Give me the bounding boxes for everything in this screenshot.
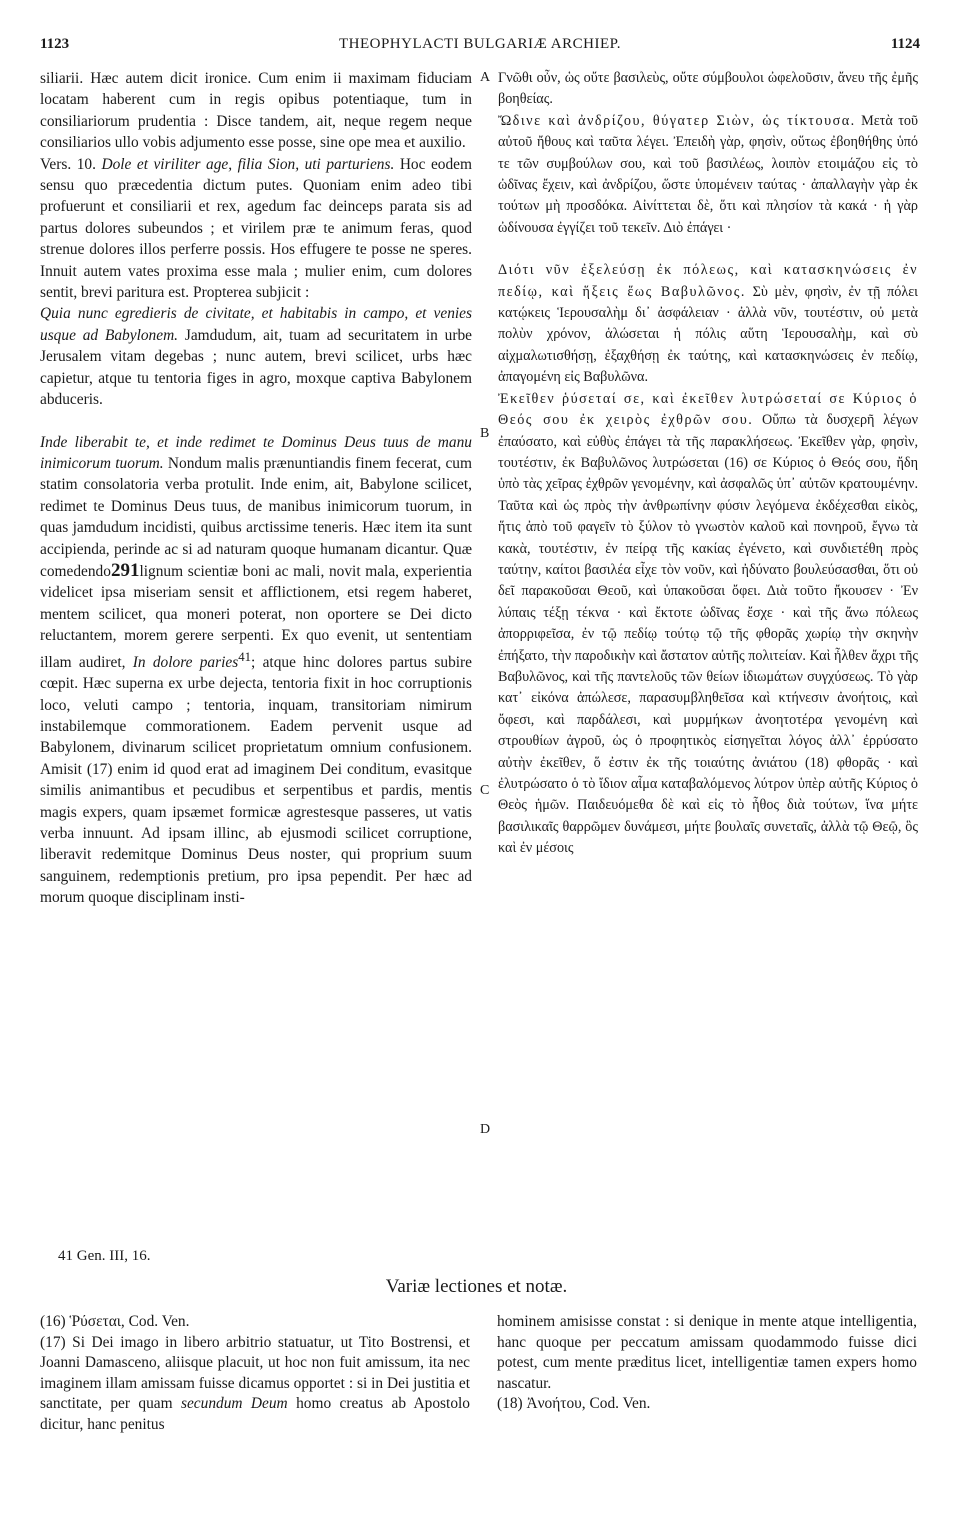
margin-letter-d: D bbox=[480, 1122, 491, 1137]
greek-lemma: Διότι νῦν ἐξελεύσῃ ἐκ πόλεως, καὶ κατασκηνώσεις ἐν πεδίῳ, καὶ ἥξεις ἕως Βαβυλῶνος. bbox=[498, 262, 918, 300]
note-18: (18) Ἀνοήτου, Cod. Ven. bbox=[497, 1395, 651, 1413]
note-text: homo creatus ab Apostolo dicitur, hanc penitus bbox=[40, 1395, 470, 1433]
greek-paragraph bbox=[498, 260, 918, 388]
note-17 bbox=[40, 1333, 470, 1436]
page-number-right: 1124 bbox=[890, 36, 920, 52]
margin-letter-b: B bbox=[480, 426, 490, 441]
latin-text: Hoc eodem sensu quo præcedentia dictum putes. Quoniam enim adeo tibi profuerunt et consiliarii et rex, agedum fac deinceps parata sis ad partus dolores subeundos ; et virilem præ te animum feras, quod strenue dolores illos perferre possis. Hos effugere te posse ne speres. Innuit autem vates proxima esse mala ; mulier enim, cum dolores sentit, brevi paritura est. Propterea subjicit : bbox=[40, 155, 472, 302]
greek-paragraph bbox=[498, 111, 918, 239]
latin-text: lignum scientiæ boni ac mali, novit mala, experientia videlicet ipsa miseriam sensit et afflictionem, etsi regem haberet, mentem scilicet, qua moneri poterat, non oportere se Dei dicto reluctantem, morem gerere serpenti. Ex quo evenit, ut sententiam illam audiret, bbox=[40, 562, 472, 671]
latin-text: Nondum malis prænuntiandis finem fecerat, cum statim consolatoria verba protulit. Inde enim, ait, Babylone scilicet, redimet te Dominus Deus tuus, de manibus inimicorum tuorum, in quas jamdudum incidisti, quibus arctissime teneris. Hæc item ita sunt accipienda, perinde ac si ad naturam quoque humanam dicantur. Quæ comedendo bbox=[40, 454, 472, 580]
edition-page-marker: 291 bbox=[110, 559, 140, 581]
greek-text: Μετὰ τοῦ αὐτοῦ ἤθους καὶ ταῦτα λέγει. Ἐπειδὴ γὰρ, φησὶν, οὕτως ἐβοηθήθης ὑπό τε τῶν συμβούλων σου, καὶ τοῦ βασιλέως, λοιπὸν ετοιμάζου εἰς τὸ ὠδῖνας ἔχειν, καὶ ἀνδρίζου, ὥστε ὑπομένειν ταύτας · ἀπαλλαγὴν γὰρ ἐκ τούτων μὴ προσδόκα. Αἰνίττεται δὲ, ὅτι καὶ πλησίον τὰ κακά · ἡ γὰρ ὠδίνουσα ἐγγίζει τοῦ τεκεῖν. Διὸ ἐπάγει · bbox=[498, 112, 919, 236]
running-header bbox=[40, 36, 920, 60]
greek-lemma: Ὤδινε καὶ ἀνδρίζου, θύγατερ Σιὼν, ὡς τίκτουσα. bbox=[498, 112, 856, 129]
latin-column bbox=[40, 68, 472, 909]
latin-text: opibus potentiaque, tum in consiliariorum prudentia : Disce tandem, ait, neque regem neque consiliarios ullo vobis adjumento esse posse, sine ope mea et auxilio. bbox=[40, 91, 472, 152]
note-text: (17) Si Dei imago in libero arbitrio statuatur, ut Tito Bostrensi, et Joanni Damasceno, aliisque placuit, ut hoc non fuit amissum, ita nec imaginem illam amissam fuisse dicamus opportet : si in Dei justitia et sanctitate, per quam bbox=[40, 1333, 470, 1413]
latin-lemma: Dole et viriliter age, filia Sion, uti parturiens. bbox=[101, 155, 395, 173]
paragraph-gap bbox=[40, 411, 472, 432]
latin-paragraph bbox=[40, 154, 472, 304]
latin-text: ; atque hinc dolores partus subire cœpit. Hæc superna ex urbe dejecta, tentoria fixit in hoc corruptionis loco, veluti campo ; tentoria, inquam, transitoriam nimirum instabilemque commorationem. Eadem pervenit usque ad Babylonem, divinarum scilicet proprietatum omnium confusionem. Amisit (17) enim id quod erat ad imaginem Dei conditum, evasitque similis animantibus et pecudibus et serpentibus et pardis, mentis magis expers, quam ipsæmet formicæ agrestesque passeres, ut vatis verba innuunt. Ad ipsam illinc, ab ejusmodi scilicet corruptione, liberavit redemitque Dominus Deus noster, qui proprium suum sanguinem, redemptionis pretium, pro ipsa pependit. Per hæc ad morum quoque disciplinam insti- bbox=[40, 653, 473, 907]
paragraph-gap bbox=[498, 239, 918, 260]
latin-paragraph bbox=[40, 432, 472, 909]
latin-paragraph bbox=[40, 303, 472, 410]
footnote: 41 Gen. III, 16. bbox=[58, 1248, 151, 1264]
notes-right-column bbox=[497, 1312, 917, 1415]
note-16: (16) Ῥύσεται, Cod. Ven. bbox=[40, 1313, 190, 1330]
notes-left-column bbox=[40, 1312, 470, 1436]
margin-letter-a: A bbox=[480, 70, 491, 85]
latin-paragraph bbox=[40, 68, 472, 154]
note-italic: secundum Deum bbox=[180, 1395, 288, 1413]
section-title: Variæ lectiones et notæ. bbox=[385, 1276, 568, 1297]
greek-column bbox=[498, 68, 918, 860]
scripture-quote: In dolore paries bbox=[132, 653, 239, 671]
latin-lemma: Inde liberabit te, et inde redimet te Dominus Deus tuus de manu inimicorum tuorum. bbox=[40, 433, 472, 472]
page-number-left: 1123 bbox=[40, 36, 70, 52]
latin-text: siliarii. Hæc autem dicit ironice. Cum enim ii maximam fiduciam locatam haberent cum in regis bbox=[40, 70, 472, 109]
greek-text: Οὔπω τὰ δυσχερῆ λέγων ἐπαύσατο, καὶ εὐθὺς ἐπάγει τὰ τῆς παρακλήσεως. Ἐκεῖθεν γὰρ, φησὶν, τουτέστιν, ἐκ Βαβυλῶνος λυτρώσεται (16) σε Κύριος ὁ Θεός σου, ἤδη ὑπὸ τὰς χεῖρας ἐχθρῶν γενομένην, καὶ ἀσφαλῶς ὑπ᾿ αὐτῶν κρατουμένην. Ταῦτα καὶ ὡς πρὸς τὴν ἀνθρωπίνην φύσιν λεγόμενα ἐκδέχεσθαι εἰκὸς, ἥτις ἀπὸ τοῦ φαγεῖν τὸ ξύλον τὸ γνωστὸν καλοῦ καὶ πονηροῦ, ἔγνω τὰ κακὰ, τουτέστιν, ἐν πείρᾳ τῆς κακίας ἐγένετο, καὶ συνδιετέθη πρὸς ταύτην, καίτοι βασιλέα εἶχε τὸν νοῦν, καὶ ἠδύνατο βουλεύσασθαι, ὅτι οὐ δεῖ παρακοῦσαι Θεοῦ, καὶ ὑπακοῦσαι ὄφει. Διὰ τοῦτο ἤκουσεν · Ἐν λύπαις τέξῃ τέκνα · καὶ ἔκτοτε ὠδῖνας ἔσχε · καὶ τῆς ἄνω πόλεως ἀπορριφεῖσα, ἐν τῷ πεδίῳ τούτῳ τῷ τῆς φθορᾶς χωρίῳ τὴν σκηνὴν ἐπήξατο, τὴν παροδικὴν καὶ ἄστατον αὐτῆς πολιτείαν. Καὶ ἦλθεν ἄχρι τῆς Βαβυλῶνος, καὶ τῆς παντελοῦς τῶν θείων ἰδιωμάτων συγχύσεως. Τὸ γὰρ κατ᾿ εἰκόνα ἀπώλεσε, παρασυμβληθεῖσα καὶ κτήνεσιν ἀνοήτοις, καὶ ὄφεσι, καὶ παρδάλεσι, καὶ μυρμήκων ἀνοητοτέρα γενομένη καὶ στρουθίων ἀγροῦ, ὡς ὁ προφητικὸς εἰσηγεῖται λόγος ἀλλ᾿ ἐρρύσατο αὐτὴν ἐκεῖθεν, ὅ ἐστιν ἐκ τῆς τοιαύτης ἀνιάτου (18) φθορᾶς · καὶ ἐλυτρώσατο ὁ τὸ ἴδιον αἷμα καταβαλόμενος λύτρον ὑπὲρ αὐτῆς Κύριος ὁ Θεὸς ἡμῶν. Παιδευόμεθα δὲ καὶ εἰς τὸ ἦθος διὰ τούτων, ἵνα μήτε βασιλικαῖς θαρρῶμεν δυνάμεσι, μήτε βουλαῖς συνεταῖς, ἀλλὰ τῷ Θεῷ, ὃς καὶ ἐν μέσοις bbox=[498, 412, 918, 857]
greek-text: Σὺ μὲν, φησὶν, ἐν τῇ πόλει κατῴκεις Ἱερουσαλὴμ δι᾿ ἀσφάλειαν · ἀλλὰ νῦν, τουτέστιν, οὐ μετὰ πολὺν χρόνον, ἁλώσεται ἡ πόλις αὕτη Ἱερουσαλὴμ, καὶ σὺ αἰχμαλωτισθήσῃ, ἐξαχθήσῃ ἐκ ταύτης, καὶ κατασκηνώσεις ἐν πεδίῳ, ἀπαγομένη εἰς Βαβυλῶνα. bbox=[498, 283, 918, 386]
footnote-ref: 41 bbox=[238, 649, 252, 664]
latin-lemma: Quia nunc egredieris de civitate, et habitabis in campo, et venies usque ad Babylonem. bbox=[40, 305, 472, 344]
running-title: THEOPHYLACTI BULGARIÆ ARCHIEP. bbox=[338, 36, 622, 52]
margin-letter-c: C bbox=[480, 783, 490, 798]
verse-number: Vers. 10. bbox=[40, 155, 96, 173]
greek-lemma: Ἐκεῖθεν ῥύσεταί σε, καὶ ἐκεῖθεν λυτρώσεταί σε Κύριος ὁ Θεός σου ἐκ χειρὸς ἐχθρῶν σου. bbox=[498, 390, 918, 429]
greek-paragraph: Γνῶθι οὖν, ὡς οὔτε βασιλεὺς, οὔτε σύμβουλοι ὠφελοῦσιν, ἄνευ τῆς ἐμῆς βοηθείας. bbox=[498, 70, 918, 108]
note-17-continued: hominem amisisse constat : si denique in mente atque intelligentia, hanc quoque per peccatum amissam quodammodo fuisse dici potest, cum mente præditus licet, intelligentiæ tamen expers homo nascatur. bbox=[497, 1313, 917, 1392]
latin-text: Jamdudum, ait, tuam ad securitatem in urbe Jerusalem vitam degebas ; nunc autem, brevi scilicet, urbs hæc capietur, atque tu tentoria figes in agro, moxque captiva Babylonem abduceris. bbox=[40, 326, 472, 409]
greek-paragraph bbox=[498, 389, 918, 860]
